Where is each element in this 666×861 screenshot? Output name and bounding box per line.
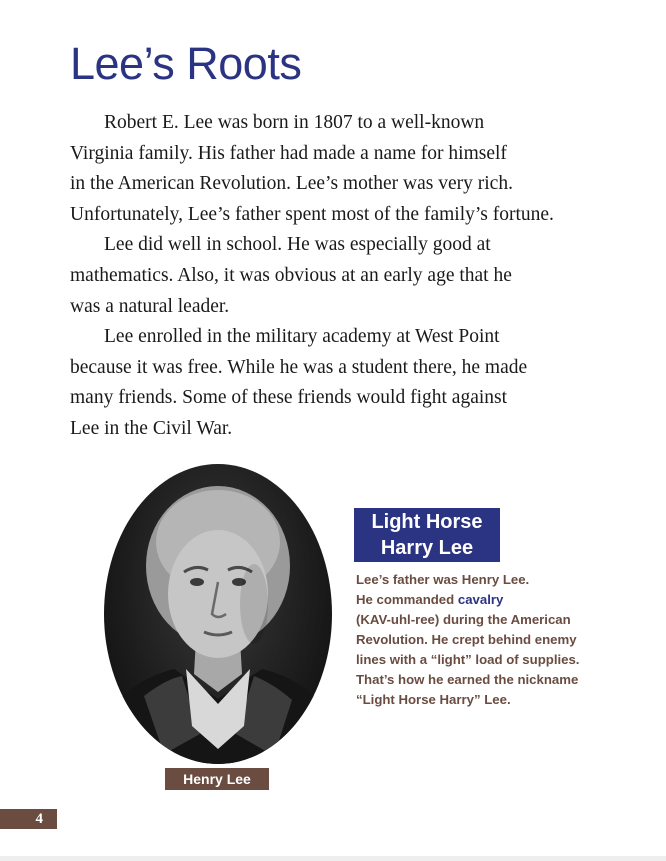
sidebar-line-text: He commanded [356,592,458,607]
paragraph-line: Lee in the Civil War. [70,417,233,439]
paragraph-line: Robert E. Lee was born in 1807 to a well-known [104,112,485,133]
paragraph-line: Lee enrolled in the military academy at West Point [104,326,500,348]
portrait-illustration [104,464,332,764]
sidebar-line: (KAV-uhl-ree) during the American [356,612,571,627]
sidebar-line: Revolution. He crept behind enemy [356,632,577,647]
sidebar-line: Lee’s father was Henry Lee. [356,572,530,587]
paragraph-line: Virginia family. His father had made a name for himself [70,142,507,164]
henry-lee-portrait [104,464,332,764]
sidebar-title-line: Light Horse [371,511,483,533]
sidebar-line: lines with a “light” load of supplies. [356,652,580,667]
paragraph-line: because it was free. While he was a student there, he made [70,356,528,378]
body-text [70,108,640,445]
sidebar-line: “Light Horse Harry” Lee. [356,692,511,707]
paragraph-line: many friends. Some of these friends would fight against [70,387,508,409]
glossary-term-cavalry: cavalry [457,592,504,607]
bottom-divider [0,856,666,861]
page-title: Lee’s Roots [70,38,302,89]
sidebar-title-line: Harry Lee [380,537,474,559]
paragraph-line: Lee did well in school. He was especially good at [104,234,491,256]
paragraph-line: in the American Revolution. Lee’s mother was very rich. [70,173,513,195]
sidebar-line [356,590,636,610]
portrait-caption: Henry Lee [165,768,269,790]
page-number: 4 [0,809,57,829]
paragraph-line: was a natural leader. [70,295,230,317]
sidebar-line: That’s how he earned the nickname [356,672,579,687]
paragraph-line: mathematics. Also, it was obvious at an early age that he [70,264,512,286]
sidebar-text [356,570,636,710]
paragraph-line: Unfortunately, Lee’s father spent most of the family’s fortune. [70,203,554,225]
sidebar-title [354,508,500,562]
